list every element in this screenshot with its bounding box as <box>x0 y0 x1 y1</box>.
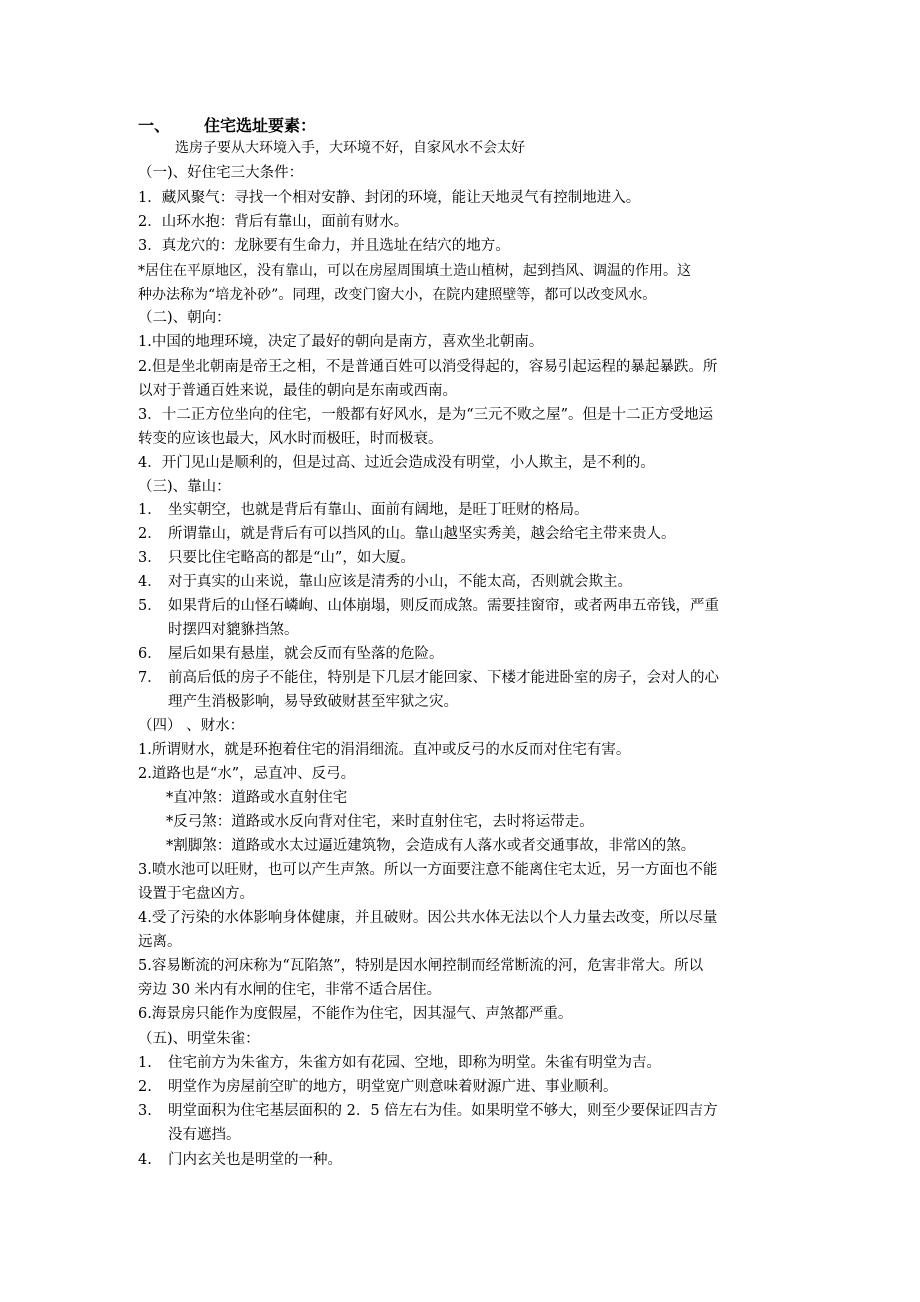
item-text: 坐实朝空，也就是背后有靠山、面前有阔地，是旺丁旺财的格局。 <box>168 502 589 518</box>
s3-item-cont: 理产生消极影响，易导致破财甚至牢狱之灾。 <box>168 694 458 710</box>
s3-item <box>138 524 676 544</box>
s5-item <box>138 1077 618 1097</box>
s2-line-3a: 3．十二正方位坐向的住宅，一般都有好风水，是为“三元不败之屋”。但是十二正方受地运 <box>138 407 714 423</box>
s1-note-1: *居住在平原地区，没有靠山，可以在房屋周围填土造山植树，起到挡风、调温的作用。这 <box>138 263 691 279</box>
item-number: 2. <box>138 1079 152 1095</box>
s1-line-1: 1．藏风聚气：寻找一个相对安静、封闭的环境，能让天地灵气有控制地进入。 <box>138 190 641 206</box>
item-text: 所谓靠山，就是背后有可以挡风的山。靠山越坚实秀美，越会给宅主带来贵人。 <box>168 526 676 542</box>
item-number: 5． <box>138 598 162 614</box>
s2-line-1: 1.中国的地理环境，决定了最好的朝向是南方，喜欢坐北朝南。 <box>138 334 544 350</box>
s2-line-2a: 2.但是坐北朝南是帝王之相，不是普通百姓可以消受得起的，容易引起运程的暴起暴跌。所 <box>138 359 718 375</box>
s2-line-3b: 转变的应该也最大，风水时而极旺，时而极衰。 <box>138 431 443 447</box>
item-text: 明堂面积为住宅基层面积的 2．5 倍左右为佳。如果明堂不够大，则至少要保证四吉方 <box>168 1103 718 1119</box>
s4-line-1: 1.所谓财水，就是环抱着住宅的涓涓细流。直冲或反弓的水反而对住宅有害。 <box>138 742 631 758</box>
s5-item <box>138 1053 661 1073</box>
s2-line-2b: 以对于普通百姓来说，最佳的朝向是东南或西南。 <box>138 383 457 399</box>
item-number: 4. <box>138 1152 152 1168</box>
item-number: 4． <box>138 574 162 590</box>
s4-title: （四） 、财水： <box>138 718 245 734</box>
s4-line-4a: 4.受了污染的水体影响身体健康，并且破财。因公共水体无法以个人力量去改变，所以尽量 <box>138 910 718 926</box>
item-number: 2． <box>138 526 162 542</box>
s5-item <box>138 1101 718 1121</box>
s3-item <box>138 644 444 664</box>
s4-sub-3: *割脚煞：道路或水太过逼近建筑物，会造成有人落水或者交通事故，非常凶的煞。 <box>166 838 696 854</box>
s1-note-2: 种办法称为“培龙补砂”。同理，改变门窗大小，在院内建照壁等，都可以改变风水。 <box>138 287 657 303</box>
s2-line-4: 4．开门见山是顺利的，但是过高、过近会造成没有明堂，小人欺主，是不利的。 <box>138 455 655 471</box>
item-text: 前高后低的房子不能住，特别是下几层才能回家、下楼才能进卧室的房子，会对人的心 <box>168 670 719 686</box>
item-text: 对于真实的山来说，靠山应该是清秀的小山，不能太高，否则就会欺主。 <box>168 574 632 590</box>
section-heading <box>138 116 316 136</box>
s4-line-5a: 5.容易断流的河床称为“瓦陷煞”，特别是因水闸控制而经常断流的河，危害非常大。所以 <box>138 958 704 974</box>
s1-line-3: 3．真龙穴的：龙脉要有生命力，并且选址在结穴的地方。 <box>138 238 510 254</box>
item-text: 住宅前方为朱雀方，朱雀方如有花园、空地，即称为明堂。朱雀有明堂为吉。 <box>168 1055 661 1071</box>
s4-line-4b: 远离。 <box>138 934 182 950</box>
s3-item <box>138 548 415 568</box>
s3-item <box>138 500 589 520</box>
s1-title: （一)、好住宅三大条件： <box>138 165 304 181</box>
s5-item-cont: 没有遮挡。 <box>168 1127 241 1143</box>
item-number: 6． <box>138 646 162 662</box>
item-text: 门内玄关也是明堂的一种。 <box>168 1152 342 1168</box>
s1-line-2: 2．山环水抱：背后有靠山，面前有财水。 <box>138 214 409 230</box>
item-number: 1. <box>138 1055 152 1071</box>
item-number: 7． <box>138 670 162 686</box>
s4-line-6: 6.海景房只能作为度假屋，不能作为住宅，因其湿气、声煞都严重。 <box>138 1006 573 1022</box>
s2-title: （二)、朝向： <box>138 310 231 326</box>
item-number: 3． <box>138 550 162 566</box>
s4-line-5b: 旁边 30 米内有水闸的住宅，非常不适合居住。 <box>138 982 442 998</box>
item-text: 屋后如果有悬崖，就会反而有坠落的危险。 <box>168 646 444 662</box>
s4-sub-2: *反弓煞：道路或水反向背对住宅，来时直射住宅，去时将运带走。 <box>166 814 594 830</box>
heading-number: 一、 <box>138 116 171 135</box>
s3-title: （三)、靠山： <box>138 479 231 495</box>
item-number: 1． <box>138 502 162 518</box>
s5-item <box>138 1150 342 1170</box>
s3-item-cont: 时摆四对貔貅挡煞。 <box>168 622 299 638</box>
item-text: 如果背后的山怪石嶙峋、山体崩塌，则反而成煞。需要挂窗帘，或者两串五帝钱，严重 <box>168 598 719 614</box>
item-text: 只要比住宅略高的都是“山”，如大厦。 <box>168 550 415 566</box>
intro-text: 选房子要从大环境入手，大环境不好，自家风水不会太好 <box>175 140 525 156</box>
s3-item <box>138 572 632 592</box>
s4-sub-1: *直冲煞：道路或水直射住宅 <box>166 790 348 806</box>
heading-title: 住宅选址要素： <box>204 116 317 135</box>
s4-line-3a: 3.喷水池可以旺财，也可以产生声煞。所以一方面要注意不能离住宅太近，另一方面也不能 <box>138 862 718 878</box>
s4-line-3b: 设置于宅盘凶方。 <box>138 886 254 902</box>
s3-item <box>138 596 719 616</box>
item-text: 明堂作为房屋前空旷的地方，明堂宽广则意味着财源广进、事业顺利。 <box>168 1079 618 1095</box>
s4-line-2: 2.道路也是“水”，忌直冲、反弓。 <box>138 766 356 782</box>
item-number: 3. <box>138 1103 152 1119</box>
s3-item <box>138 668 719 688</box>
s5-title: （五)、明堂朱雀： <box>138 1031 260 1047</box>
